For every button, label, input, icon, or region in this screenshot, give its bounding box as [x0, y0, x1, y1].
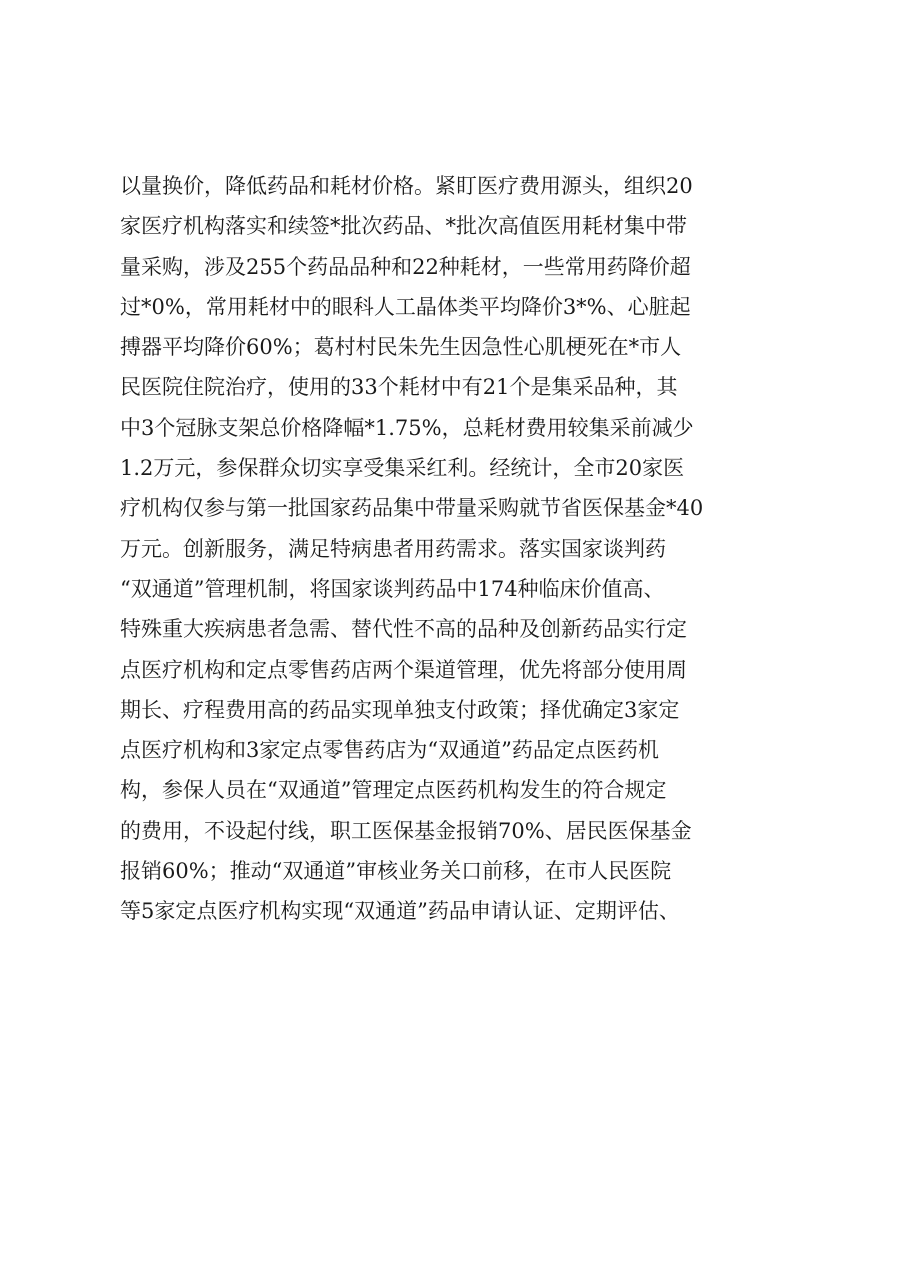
text-line: 民医院住院治疗，使用的33个耗材中有21个是集采品种，其 [120, 375, 678, 400]
text-line: 以量换价，降低药品和耗材价格。紧盯医疗费用源头，组织20 [120, 174, 693, 198]
text-line: 过*0%，常用耗材中的眼科人工晶体类平均降价3*%、心脏起 [120, 294, 691, 319]
text-line: 等5家定点医疗机构实现“双通道”药品申请认证、定期评估、 [120, 899, 680, 924]
text-line: 搏器平均降价60%；葛村村民朱先生因急性心肌梗死在*市人 [120, 335, 682, 360]
text-line: “双通道”管理机制，将国家谈判药品中174种临床价值高、 [120, 576, 665, 601]
text-line: 点医疗机构和定点零售药店两个渠道管理，优先将部分使用周 [120, 657, 687, 682]
text-line: 1.2万元，参保群众切实享受集采红利。经统计，全市20家医 [120, 456, 685, 481]
text-line: 万元。创新服务，满足特病患者用药需求。落实国家谈判药 [120, 536, 666, 561]
text-line: 特殊重大疾病患者急需、替代性不高的品种及创新药品实行定 [120, 617, 687, 642]
text-line: 点医疗机构和3家定点零售药店为“双通道”药品定点医药机 [120, 738, 659, 763]
text-line: 报销60%；推动“双通道”审核业务关口前移，在市人民医院 [120, 859, 672, 884]
text-line: 中3个冠脉支架总价格降幅*1.75%，总耗材费用较集采前减少 [120, 415, 694, 440]
text-line: 家医疗机构落实和续签*批次药品、*批次高值医用耗材集中带 [120, 214, 687, 239]
body-paragraph [120, 166, 800, 932]
text-line: 构，参保人员在“双通道”管理定点医药机构发生的符合规定 [120, 778, 667, 803]
text-line: 期长、疗程费用高的药品实现单独支付政策；择优确定3家定 [120, 697, 680, 722]
text-line: 疗机构仅参与第一批国家药品集中带量采购就节省医保基金*40 [120, 496, 704, 521]
text-line: 的费用，不设起付线，职工医保基金报销70%、居民医保基金 [120, 818, 692, 843]
text-line: 量采购，涉及255个药品品种和22种耗材，一些常用药降价超 [120, 254, 691, 279]
